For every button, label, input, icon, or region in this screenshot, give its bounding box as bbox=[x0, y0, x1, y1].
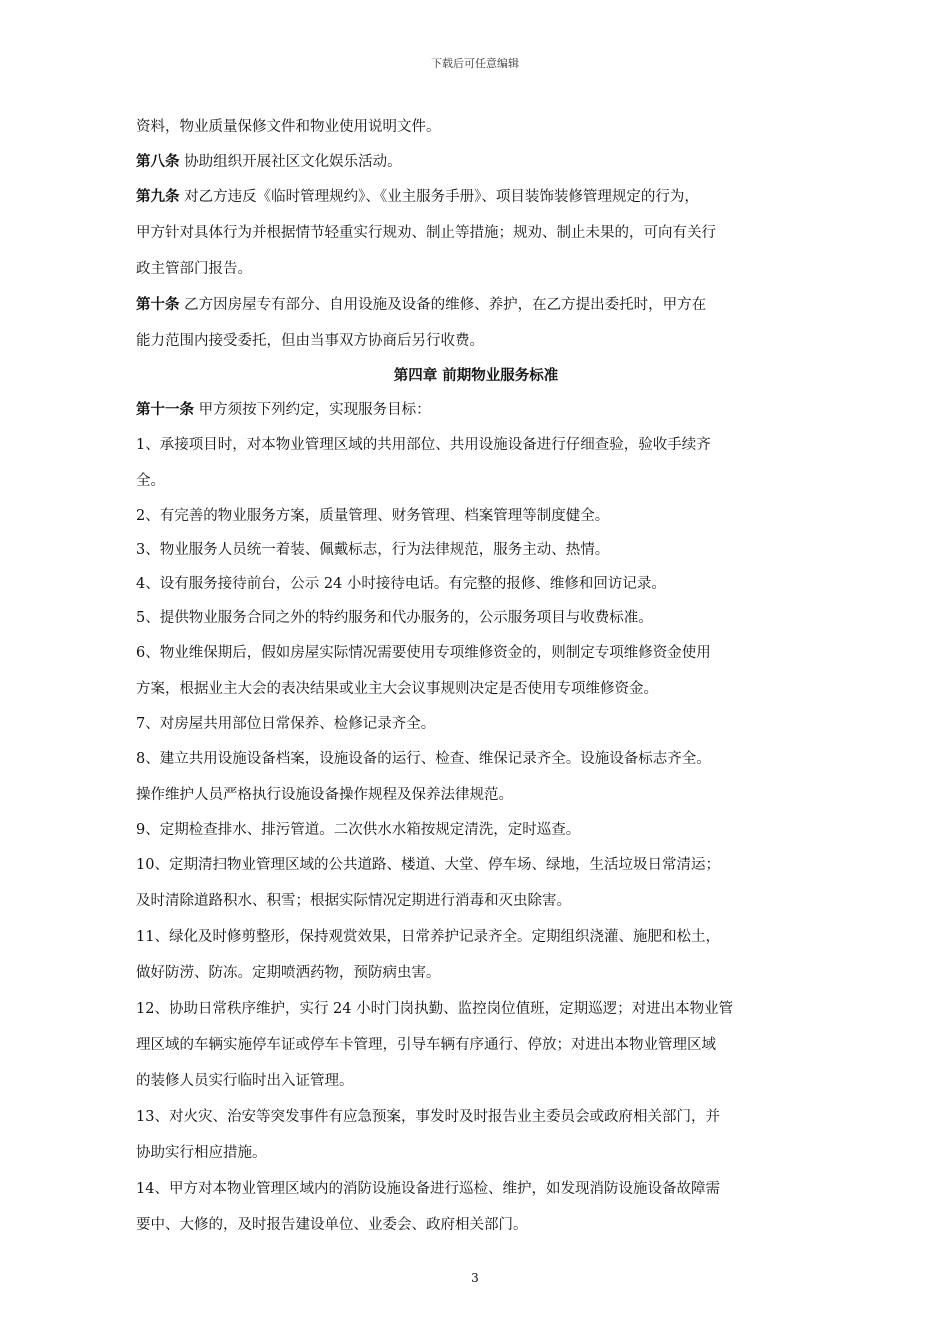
paragraph-line: 全。 bbox=[136, 473, 165, 489]
article-label: 第十一条 bbox=[136, 401, 194, 418]
page-number: 3 bbox=[471, 1271, 479, 1285]
article-8 bbox=[136, 145, 816, 179]
list-item: 14、甲方对本物业管理区域内的消防设施设备进行巡检、维护，如发现消防设施设备故障需 bbox=[136, 1181, 720, 1197]
chapter-heading: 第四章 前期物业服务标准 bbox=[393, 367, 559, 384]
paragraph-line: 操作维护人员严格执行设施设备操作规程及保养法律规范。 bbox=[136, 787, 513, 803]
list-item: 13、对火灾、治安等突发事件有应急预案，事发时及时报告业主委员会或政府相关部门，并 bbox=[136, 1109, 720, 1125]
article-10 bbox=[136, 287, 816, 323]
paragraph-line: 能力范围内接受委托，但由当事双方协商后另行收费。 bbox=[136, 333, 484, 349]
list-item: 1、承接项目时，对本物业管理区域的共用部位、共用设施设备进行仔细查验，验收手续齐 bbox=[136, 437, 711, 453]
list-item: 2、有完善的物业服务方案，质量管理、财务管理、档案管理等制度健全。 bbox=[136, 508, 610, 524]
document-body bbox=[136, 109, 816, 1243]
list-item: 12、协助日常秩序维护，实行 24 小时门岗执勤、监控岗位值班，定期巡逻；对进出本物业管 bbox=[136, 1001, 734, 1017]
article-text: 对乙方违反《临时管理规约》、《业主服务手册》、项目装饰装修管理规定的行为， bbox=[179, 189, 699, 205]
paragraph-line: 要中、大修的，及时报告建设单位、业委会、政府相关部门。 bbox=[136, 1217, 528, 1233]
article-11 bbox=[136, 393, 816, 427]
article-text: 乙方因房屋专有部分、自用设施及设备的维修、养护，在乙方提出委托时，甲方在 bbox=[179, 297, 707, 313]
article-label: 第八条 bbox=[136, 153, 180, 170]
paragraph-line: 理区域的车辆实施停车证或停车卡管理，引导车辆有序通行、停放；对进出本物业管理区域 bbox=[136, 1037, 716, 1053]
article-label: 第九条 bbox=[136, 188, 180, 205]
article-9 bbox=[136, 179, 816, 215]
paragraph-line: 协助实行相应措施。 bbox=[136, 1145, 267, 1161]
paragraph-line: 做好防涝、防冻。定期喷洒药物，预防病虫害。 bbox=[136, 965, 441, 981]
list-item: 4、设有服务接待前台，公示 24 小时接待电话。有完整的报修、维修和回访记录。 bbox=[136, 576, 666, 592]
list-item: 6、物业维保期后，假如房屋实际情况需要使用专项维修资金的，则制定专项维修资金使用 bbox=[136, 645, 711, 661]
list-item: 8、建立共用设施设备档案，设施设备的运行、检查、维保记录齐全。设施设备标志齐全。 bbox=[136, 751, 711, 767]
paragraph-line: 及时清除道路积水、积雪；根据实际情况定期进行消毒和灭虫除害。 bbox=[136, 893, 571, 909]
paragraph-line: 的装修人员实行临时出入证管理。 bbox=[136, 1073, 354, 1089]
list-item: 10、定期清扫物业管理区域的公共道路、楼道、大堂、停车场、绿地，生活垃圾日常清运； bbox=[136, 857, 720, 873]
list-item: 5、提供物业服务合同之外的特约服务和代办服务的，公示服务项目与收费标准。 bbox=[136, 610, 653, 626]
page-header: 下载后可任意编辑 bbox=[431, 57, 519, 70]
paragraph-line: 方案，根据业主大会的表决结果或业主大会议事规则决定是否使用专项维修资金。 bbox=[136, 681, 658, 697]
list-item: 7、对房屋共用部位日常保养、检修记录齐全。 bbox=[136, 716, 436, 732]
list-item: 3、物业服务人员统一着装、佩戴标志，行为法律规范，服务主动、热情。 bbox=[136, 542, 610, 558]
list-item: 9、定期检查排水、排污管道。二次供水水箱按规定清洗，定时巡查。 bbox=[136, 822, 581, 838]
article-text: 甲方须按下列约定，实现服务目标： bbox=[194, 402, 431, 418]
article-text: 协助组织开展社区文化娱乐活动。 bbox=[179, 154, 402, 170]
paragraph-line: 甲方针对具体行为并根据情节轻重实行规劝、制止等措施；规劝、制止未果的，可向有关行 bbox=[136, 225, 716, 241]
paragraph-line: 政主管部门报告。 bbox=[136, 261, 252, 277]
article-label: 第十条 bbox=[136, 296, 180, 313]
list-item: 11、绿化及时修剪整形，保持观赏效果，日常养护记录齐全。定期组织浇灌、施肥和松土， bbox=[136, 929, 720, 945]
paragraph-line: 资料，物业质量保修文件和物业使用说明文件。 bbox=[136, 119, 441, 135]
